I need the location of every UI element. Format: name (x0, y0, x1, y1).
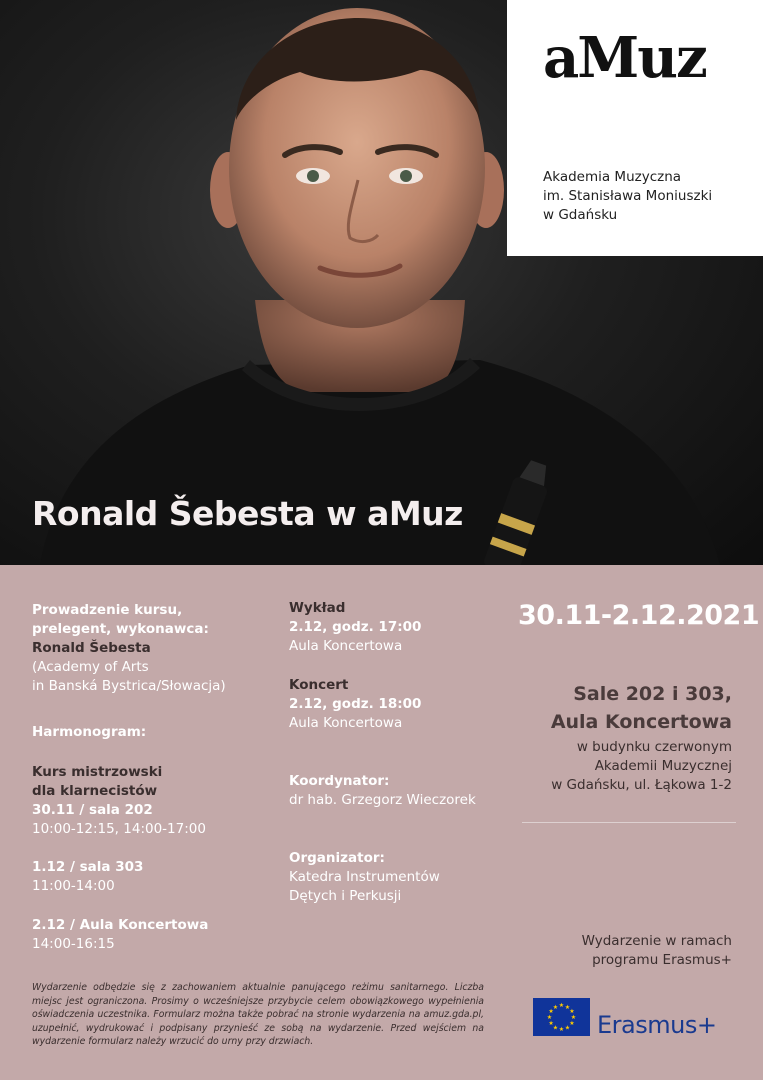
day3-hours: 14:00-16:15 (32, 936, 115, 952)
concert-place: Aula Koncertowa (289, 715, 403, 731)
organizer-line-2: Dętych i Perkusji (289, 888, 402, 904)
schedule-heading: Harmonogram: (32, 724, 147, 740)
day2-hours: 11:00-14:00 (32, 878, 115, 894)
lead-name: Ronald Šebesta (32, 640, 151, 656)
eu-star-icon: ★ (552, 1003, 559, 1011)
eu-star-icon: ★ (569, 1020, 575, 1028)
lead-affiliation-1: (Academy of Arts (32, 659, 149, 675)
eu-star-icon: ★ (548, 1020, 554, 1028)
building-line-1: w budynku czerwonym (576, 739, 732, 755)
logo-card (507, 0, 763, 256)
day2-label: 1.12 / sala 303 (32, 859, 144, 875)
academy-name-line: w Gdańsku (543, 207, 618, 223)
lead-heading-2: prelegent, wykonawca: (32, 621, 209, 637)
building-line-3: w Gdańsku, ul. Łąkowa 1-2 (551, 777, 732, 793)
sanitary-disclaimer: Wydarzenie odbędzie się z zachowaniem aktualnie panującego reżimu sanitarnego. Liczba miejsc jest ograniczona. Prosimy o wcześniejsze przybycie celem obowiązkowego wypełnienia oświadczenia uczestnika. Formularz można także pobrać na stronie wydarzenia na amuz.gda.pl, uzupełnić, wydrukować i podpisany przynieść ze sobą na wydarzenie. Przed wejściem na wydarzenie formularz należy wrzucić do urny przy drzwiach. (32, 982, 484, 1048)
erasmus-logo-text: Erasmus+ (597, 1011, 717, 1039)
amuz-logo: aMuz (543, 25, 706, 91)
building-address (551, 738, 732, 795)
eu-star-icon: ★ (564, 1024, 571, 1032)
divider (522, 822, 736, 823)
lecture-heading: Wykład (289, 600, 346, 616)
organizer-line-1: Katedra Instrumentów (289, 869, 440, 885)
concert-time: 2.12, godz. 18:00 (289, 696, 422, 712)
venue (551, 680, 732, 736)
eu-star-icon: ★ (570, 1014, 577, 1022)
day1-label: 30.11 / sala 202 (32, 802, 153, 818)
erasmus-note (582, 932, 732, 970)
eu-star-icon: ★ (552, 1024, 559, 1032)
eu-star-icon: ★ (548, 1008, 554, 1016)
academy-name-line: Akademia Muzyczna (543, 169, 682, 185)
academy-name (543, 168, 712, 225)
venue-line-2: Aula Koncertowa (550, 711, 732, 733)
eu-flag-icon (533, 998, 590, 1036)
day1-hours: 10:00-12:15, 14:00-17:00 (32, 821, 206, 837)
event-title: Ronald Šebesta w aMuz (32, 494, 463, 533)
academy-name-line: im. Stanisława Moniuszki (543, 188, 713, 204)
lecture-place: Aula Koncertowa (289, 638, 403, 654)
eu-star-icon: ★ (569, 1008, 575, 1016)
erasmus-note-line-2: programu Erasmus+ (592, 952, 732, 968)
course-title-2: dla klarnecistów (32, 783, 158, 799)
eu-star-icon: ★ (546, 1014, 553, 1022)
course-title-1: Kurs mistrzowski (32, 764, 163, 780)
erasmus-note-line-1: Wydarzenie w ramach (581, 933, 732, 949)
eu-star-icon: ★ (558, 1002, 565, 1010)
venue-line-1: Sale 202 i 303, (573, 683, 732, 705)
eu-stars-icon (533, 998, 590, 1036)
eu-star-icon: ★ (558, 1026, 565, 1034)
lecture-time: 2.12, godz. 17:00 (289, 619, 422, 635)
eu-star-icon: ★ (564, 1003, 571, 1011)
day3-label: 2.12 / Aula Koncertowa (32, 917, 209, 933)
building-line-2: Akademii Muzycznej (594, 758, 732, 774)
coordinator-heading: Koordynator: (289, 773, 390, 789)
concert-heading: Koncert (289, 677, 349, 693)
coordinator-name: dr hab. Grzegorz Wieczorek (289, 792, 476, 808)
lead-affiliation-2: in Banská Bystrica/Słowacja) (32, 678, 226, 694)
lead-heading-1: Prowadzenie kursu, (32, 602, 183, 618)
event-dates: 30.11-2.12.2021 (518, 600, 760, 631)
organizer-heading: Organizator: (289, 850, 385, 866)
